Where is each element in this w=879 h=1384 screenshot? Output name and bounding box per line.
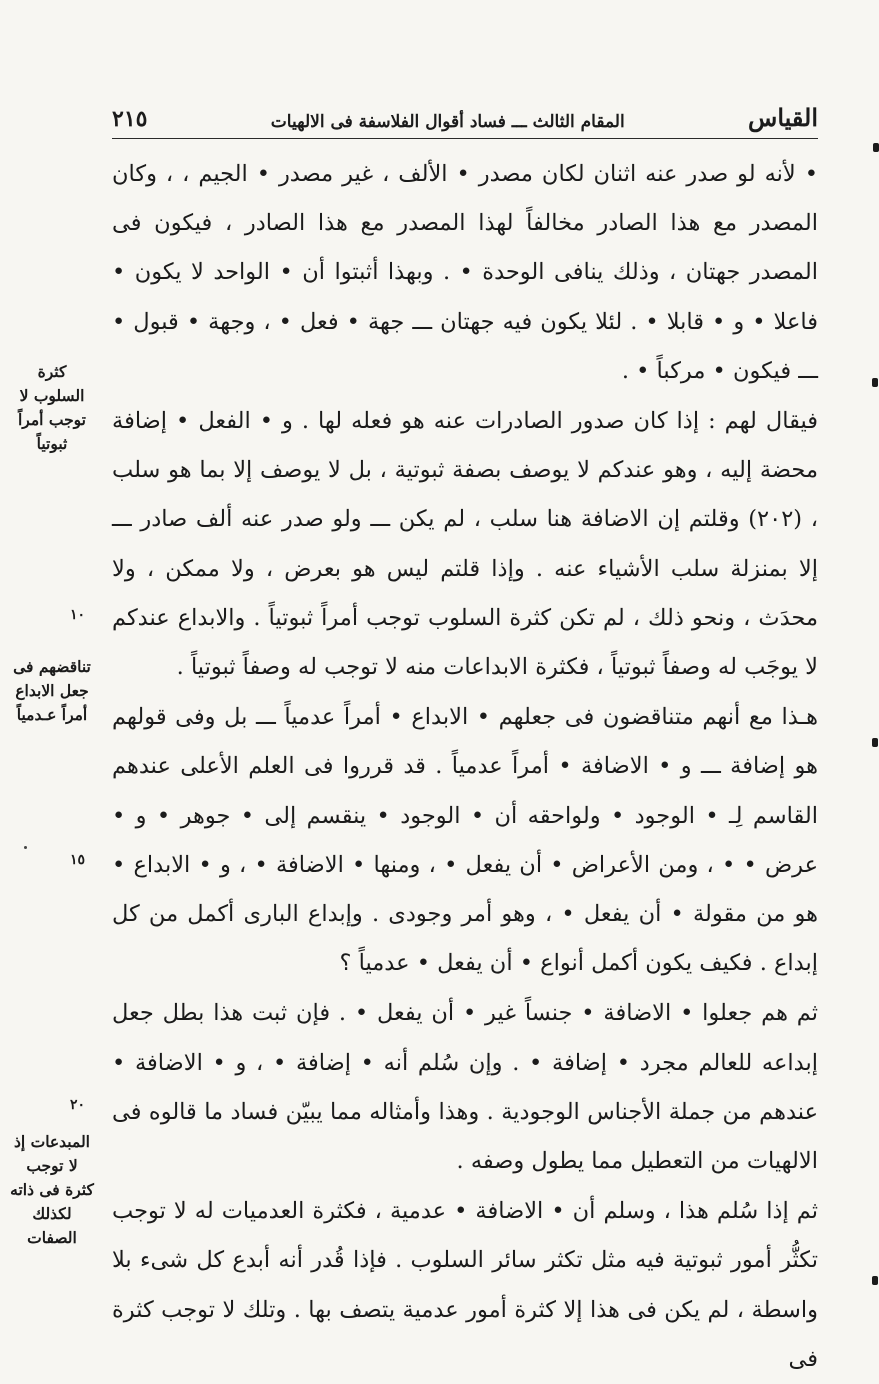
paragraph-3: هـذا مع أنهم متناقضون فى جعلهم • الابداع • أمراً عدمياً ـــ بل وفى قولهم هو إضافة ـــ و • الاضافة • أمراً عدمياً . قد قرروا فى العلم الأعلى عندهم القاسم لِـ • الوجود • ولواحقه أن • الوجود • ينقسم إلى • جوهر • و • عرض • • ، ومن الأعراض • أن يفعل • ، ومنها • الاضافة • ، و • الابداع • هو من مقولة • أن يفعل • ، وهو أمر وجودى . وإبداع البارى أكمل من كل إبداع . فكيف يكون أكمل أنواع • أن يفعل • عدمياً ؟	[112, 704, 818, 977]
paragraph-5: ثم إذا سُلم هذا ، وسلم أن • الاضافة • عدمية ، فكثرة العدميات له لا توجب تكثُّر أمور ثبوتية فيه مثل تكثر سائر السلوب . فإذا قُدر أنه أبدع كل شىء بلا واسطة ، لم يكن فى هذا إلا كثرة أمور عدمية يتصف بها . وتلك لا توجب كثرة فى	[112, 1198, 818, 1372]
speck	[24, 846, 27, 849]
page-header	[112, 92, 818, 139]
page-number: ٢١٥	[112, 106, 148, 132]
edge-mark	[873, 143, 879, 152]
line-number-20: ٢٠	[70, 1097, 86, 1113]
paragraph-2: فيقال لهم : إذا كان صدور الصادرات عنه هو فعله لها . و • الفعل • إضافة محضة إليه ، وهو عندكم لا يوصف بصفة ثبوتية ، بل لا يوصف إلا بما هو سلب ، (٢٠٢) وقلتم إن الاضافة هنا سلب ، لم يكن ـــ ولو صدر عنه ألف صادر ـــ إلا بمنزلة سلب الأشياء عنه . وإذا قلتم ليس هو بعرض ، ولا ممكن ، ولا محدَث ، ونحو ذلك ، لم تكن كثرة السلوب توجب أمراً ثبوتياً . والابداع عندكم لا يوجَب له وصفاً ثبوتياً ، فكثرة الابداعات منه لا توجب له وصفاً ثبوتياً .	[112, 408, 818, 681]
margin-note-3: المبدعات إذ لا توجب كثرة فى ذاته لكذلك الصفات	[10, 1132, 94, 1247]
edge-mark	[872, 1276, 878, 1285]
running-head-section-title: المقام الثالث ـــ فساد أقوال الفلاسفة فى الالهيات	[270, 112, 625, 132]
edge-mark	[872, 378, 878, 387]
line-number-10: ١٠	[70, 607, 86, 623]
main-text	[112, 150, 818, 1384]
running-head-book-title: القياس	[748, 103, 818, 132]
line-number-15: ١٥	[70, 852, 86, 868]
edge-mark	[872, 738, 878, 747]
margin-note-1: كثرة السلوب لا توجب أمراً ثبوتياً	[18, 362, 86, 453]
margin-note-2: تناقضهم فى جعل الابداع أمراً عـدمياً	[13, 657, 91, 724]
paragraph-1: • لأنه لو صدر عنه اثنان لكان مصدر • الألف ، غير مصدر • الجيم ، ، وكان المصدر مع هذا الصادر مخالفاً لهذا المصدر مع هذا الصادر ، فيكون فى المصدر جهتان ، وذلك ينافى الوحدة • . وبهذا أثبتوا أن • الواحد لا يكون • فاعلا • و • قابلا • . لئلا يكون فيه جهتان ـــ جهة • فعل • ، وجهة • قبول • ـــ فيكون • مركباً • .	[112, 161, 818, 384]
paragraph-4: ثم هم جعلوا • الاضافة • جنساً غير • أن يفعل • . فإن ثبت هذا بطل جعل إبداعه للعالم مجرد • إضافة • . وإن سُلم أنه • إضافة • ، و • الاضافة • عندهم من جملة الأجناس الوجودية . وهذا وأمثاله مما يبيّن فساد ما قالوه فى الالهيات من التعطيل مما يطول وصفه .	[112, 1000, 818, 1175]
